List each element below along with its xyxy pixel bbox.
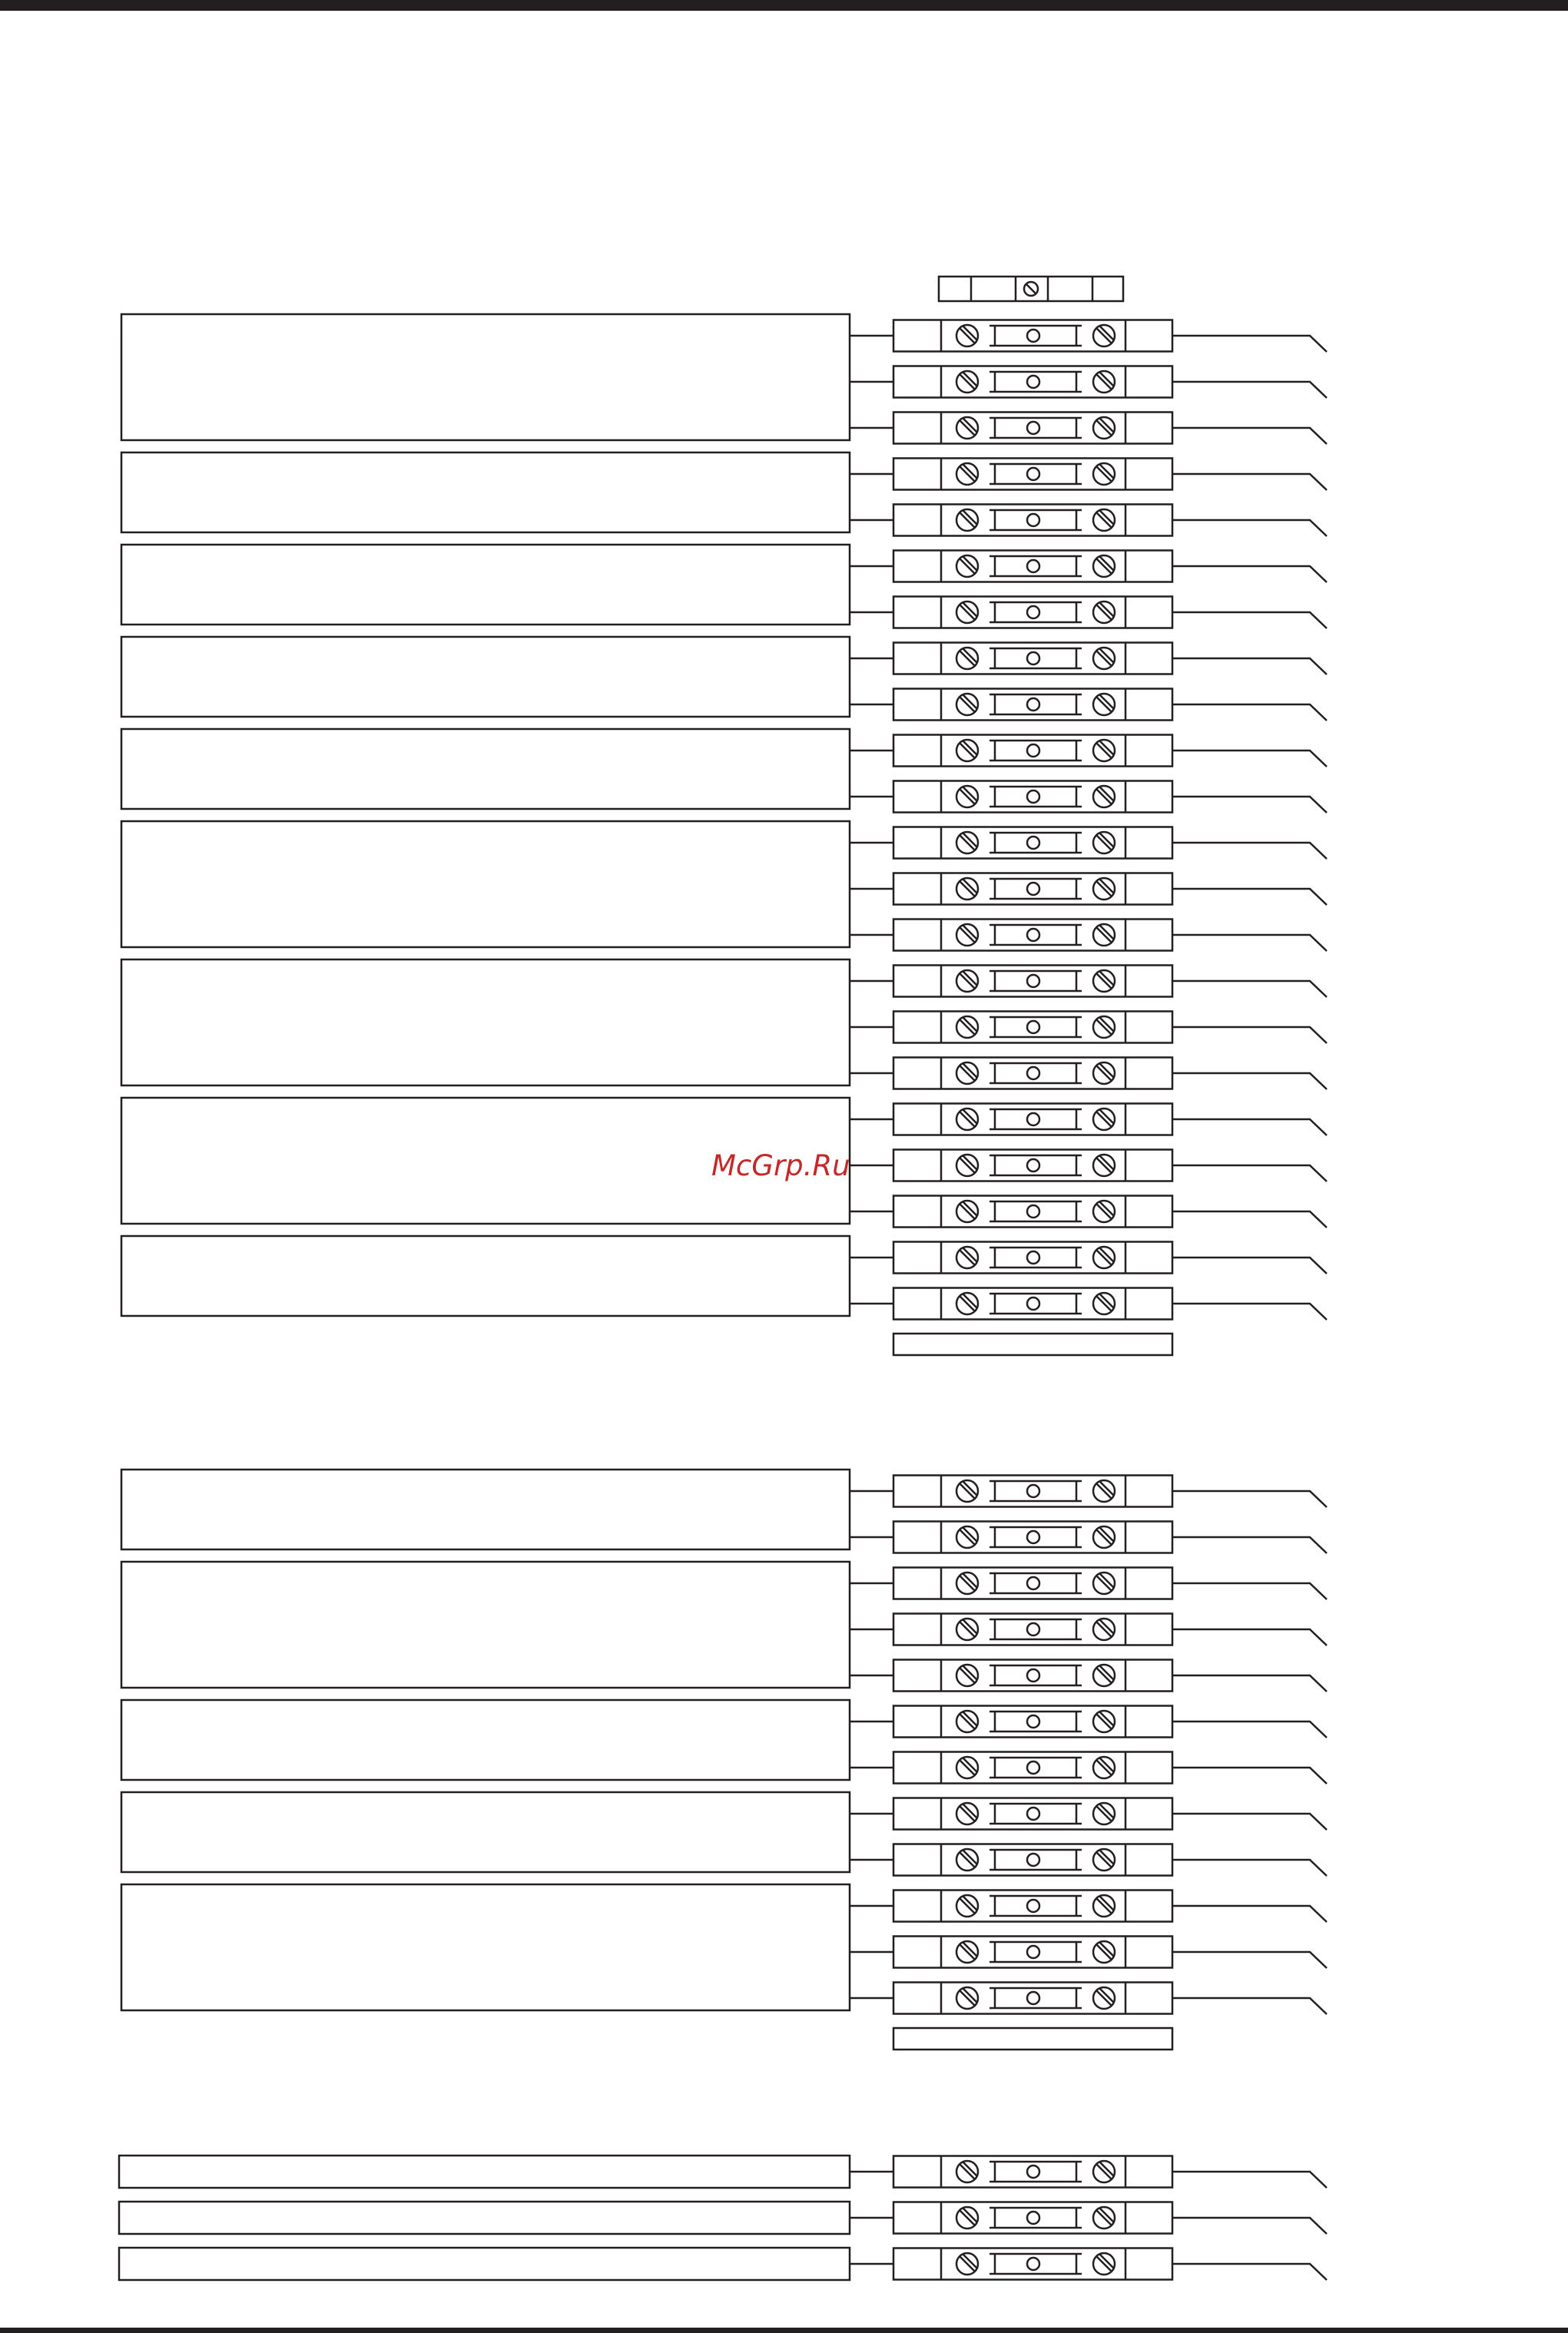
screw-terminal xyxy=(893,597,1327,629)
output-wire xyxy=(1172,382,1327,398)
center-hole xyxy=(1027,1900,1039,1912)
screw-icon xyxy=(956,878,978,900)
label-block xyxy=(121,1470,893,1549)
label-box xyxy=(121,314,850,440)
clamp-bracket xyxy=(990,2208,1082,2228)
screw-icon xyxy=(956,694,978,715)
center-hole xyxy=(1027,744,1039,757)
output-wire xyxy=(1172,1027,1327,1043)
screw-icon xyxy=(956,325,978,346)
screw-terminal xyxy=(893,413,1327,445)
center-hole xyxy=(1027,2258,1039,2270)
center-hole xyxy=(1027,1669,1039,1682)
clamp-bracket xyxy=(990,2162,1082,2182)
center-hole xyxy=(1027,1159,1039,1171)
label-box xyxy=(121,1700,850,1780)
output-wire xyxy=(1172,612,1327,628)
screw-terminal xyxy=(893,320,1327,353)
screw-terminal xyxy=(893,1798,1327,1831)
label-box xyxy=(121,1470,850,1549)
screw-icon xyxy=(956,463,978,485)
screw-terminal xyxy=(893,827,1327,860)
center-hole xyxy=(1027,1251,1039,1264)
label-block xyxy=(119,2202,893,2234)
clamp-bracket xyxy=(990,326,1082,346)
page-bottom-border xyxy=(0,2328,1568,2333)
label-box xyxy=(121,821,850,947)
screw-terminal xyxy=(893,1752,1327,1785)
clamp-bracket xyxy=(990,1619,1082,1639)
screw-terminal xyxy=(893,1242,1327,1274)
screw-terminal xyxy=(893,689,1327,721)
center-hole xyxy=(1027,1808,1039,1820)
screw-icon xyxy=(1093,786,1115,807)
screw-terminal xyxy=(893,1660,1327,1692)
label-block xyxy=(121,959,893,1085)
end-stop-plate xyxy=(893,1334,1172,1355)
output-wire xyxy=(1172,1998,1327,2014)
clamp-bracket xyxy=(990,1804,1082,1824)
screw-terminal xyxy=(893,1568,1327,1600)
clamp-bracket xyxy=(990,1712,1082,1732)
center-hole xyxy=(1027,1485,1039,1497)
screw-icon xyxy=(956,924,978,946)
center-hole xyxy=(1027,1297,1039,1310)
clamp-bracket xyxy=(990,1201,1082,1221)
screw-icon xyxy=(956,1757,978,1778)
center-hole xyxy=(1027,652,1039,664)
center-hole xyxy=(1027,560,1039,572)
clamp-bracket xyxy=(990,1063,1082,1083)
screw-icon xyxy=(956,2253,978,2275)
screw-terminal xyxy=(893,1522,1327,1554)
end-stop-plate xyxy=(893,2028,1172,2050)
label-box xyxy=(121,1792,850,1872)
label-block xyxy=(121,314,893,440)
clamp-bracket xyxy=(990,971,1082,991)
screw-icon xyxy=(956,1062,978,1084)
output-wire xyxy=(1172,797,1327,813)
screw-icon xyxy=(956,1895,978,1917)
screw-terminal xyxy=(893,1150,1327,1182)
screw-icon xyxy=(956,1711,978,1732)
clamp-bracket xyxy=(990,1248,1082,1268)
screw-terminal xyxy=(893,873,1327,906)
screw-icon xyxy=(956,1849,978,1871)
screw-icon xyxy=(1093,2207,1115,2229)
screw-icon xyxy=(956,1665,978,1686)
group-upper xyxy=(121,314,1327,1355)
screw-icon xyxy=(956,2207,978,2229)
output-wire xyxy=(1172,889,1327,905)
output-wire xyxy=(1172,1906,1327,1922)
clamp-bracket xyxy=(990,1481,1082,1501)
screw-terminal xyxy=(893,1983,1327,2015)
screw-icon xyxy=(956,1572,978,1594)
output-wire xyxy=(1172,1952,1327,1968)
clamp-bracket xyxy=(990,879,1082,899)
center-hole xyxy=(1027,1113,1039,1125)
screw-icon xyxy=(956,740,978,761)
label-box xyxy=(121,1236,850,1316)
center-hole xyxy=(1027,2166,1039,2178)
output-wire xyxy=(1172,2172,1327,2188)
screw-icon xyxy=(1093,1062,1115,1084)
label-block xyxy=(121,1562,893,1688)
output-wire xyxy=(1172,1165,1327,1181)
output-wire xyxy=(1172,1583,1327,1599)
screw-icon xyxy=(1093,1526,1115,1548)
screw-icon xyxy=(1093,509,1115,531)
screw-terminal xyxy=(893,781,1327,814)
output-wire xyxy=(1172,1258,1327,1274)
screw-icon xyxy=(1093,1247,1115,1268)
screw-icon xyxy=(1093,1941,1115,1963)
label-block xyxy=(121,1236,893,1316)
output-wire xyxy=(1172,1211,1327,1228)
screw-icon xyxy=(1093,1987,1115,2009)
screw-icon xyxy=(956,1155,978,1176)
clamp-bracket xyxy=(990,1896,1082,1916)
screw-icon xyxy=(956,970,978,992)
screw-terminal xyxy=(893,1706,1327,1738)
screw-icon xyxy=(956,1109,978,1130)
screw-terminal xyxy=(893,505,1327,537)
output-wire xyxy=(1172,520,1327,536)
label-box xyxy=(121,452,850,532)
center-hole xyxy=(1027,1577,1039,1589)
center-hole xyxy=(1027,1854,1039,1866)
output-wire xyxy=(1172,336,1327,352)
label-block xyxy=(121,821,893,947)
label-block xyxy=(121,729,893,809)
clamp-bracket xyxy=(990,418,1082,438)
screw-icon xyxy=(1093,2253,1115,2275)
clamp-bracket xyxy=(990,556,1082,576)
center-hole xyxy=(1027,790,1039,803)
center-hole xyxy=(1027,468,1039,480)
screw-icon xyxy=(956,648,978,669)
output-wire xyxy=(1172,1629,1327,1645)
screw-icon xyxy=(1093,1803,1115,1824)
output-wire xyxy=(1172,1304,1327,1320)
page-top-border xyxy=(0,0,1568,11)
screw-icon xyxy=(1093,601,1115,623)
label-box xyxy=(121,545,850,625)
clamp-bracket xyxy=(990,1017,1082,1037)
screw-terminal xyxy=(893,1476,1327,1508)
screw-icon xyxy=(1093,832,1115,853)
clamp-bracket xyxy=(990,1109,1082,1129)
screw-icon xyxy=(956,832,978,853)
center-hole xyxy=(1027,1623,1039,1635)
screw-icon xyxy=(1093,1895,1115,1917)
output-wire xyxy=(1172,658,1327,674)
screw-icon xyxy=(956,417,978,439)
clamp-bracket xyxy=(990,372,1082,392)
clamp-bracket xyxy=(990,925,1082,945)
screw-icon xyxy=(1093,1572,1115,1594)
output-wire xyxy=(1172,1675,1327,1692)
label-block xyxy=(121,637,893,717)
screw-icon xyxy=(1093,1480,1115,1502)
clamp-bracket xyxy=(990,1988,1082,2008)
screw-terminal xyxy=(893,920,1327,952)
clamp-bracket xyxy=(990,741,1082,761)
terminal-end-bracket xyxy=(939,277,1123,301)
output-wire xyxy=(1172,751,1327,767)
screw-terminal xyxy=(893,551,1327,583)
label-block xyxy=(119,2248,893,2280)
screw-icon xyxy=(1093,1155,1115,1176)
screw-icon xyxy=(956,1480,978,1502)
center-hole xyxy=(1027,837,1039,849)
label-block xyxy=(121,545,893,625)
center-hole xyxy=(1027,514,1039,526)
screw-icon xyxy=(956,1201,978,1222)
screw-icon xyxy=(956,1293,978,1314)
screw-terminal xyxy=(893,459,1327,491)
screw-terminal xyxy=(893,1891,1327,1923)
screw-icon xyxy=(956,2161,978,2182)
screw-icon xyxy=(1093,1201,1115,1222)
screw-icon xyxy=(1093,371,1115,393)
clamp-bracket xyxy=(990,1527,1082,1547)
screw-terminal xyxy=(893,966,1327,998)
output-wire xyxy=(1172,704,1327,721)
screw-icon xyxy=(956,1803,978,1824)
screw-terminal xyxy=(893,2202,1327,2235)
center-hole xyxy=(1027,330,1039,342)
center-hole xyxy=(1027,422,1039,434)
screw-terminal xyxy=(893,1196,1327,1228)
output-wire xyxy=(1172,935,1327,951)
screw-terminal xyxy=(893,1104,1327,1136)
screw-icon xyxy=(1093,648,1115,669)
output-wire xyxy=(1172,2264,1327,2280)
screw-icon xyxy=(1093,878,1115,900)
output-wire xyxy=(1172,428,1327,444)
output-wire xyxy=(1172,1814,1327,1830)
label-box xyxy=(121,1884,850,2010)
output-wire xyxy=(1172,1119,1327,1135)
screw-terminal xyxy=(893,1614,1327,1646)
clamp-bracket xyxy=(990,464,1082,484)
screw-icon xyxy=(1093,970,1115,992)
clamp-bracket xyxy=(990,2254,1082,2274)
screw-icon xyxy=(1093,1293,1115,1314)
screw-icon xyxy=(1093,1016,1115,1038)
label-box xyxy=(119,2202,850,2234)
label-block xyxy=(119,2156,893,2188)
screw-icon xyxy=(956,1247,978,1268)
clamp-bracket xyxy=(990,510,1082,530)
screw-icon xyxy=(1093,1849,1115,1871)
screw-icon xyxy=(1093,740,1115,761)
clamp-bracket xyxy=(990,1850,1082,1870)
output-wire xyxy=(1172,1491,1327,1507)
center-hole xyxy=(1027,698,1039,711)
output-wire xyxy=(1172,474,1327,490)
center-hole xyxy=(1027,1715,1039,1728)
center-hole xyxy=(1027,1205,1039,1218)
group-middle xyxy=(121,1470,1327,2050)
center-hole xyxy=(1027,929,1039,941)
center-hole xyxy=(1027,975,1039,987)
screw-icon xyxy=(1093,1109,1115,1130)
clamp-bracket xyxy=(990,1942,1082,1962)
screw-terminal xyxy=(893,1012,1327,1044)
screw-icon xyxy=(956,555,978,577)
label-block xyxy=(121,1700,893,1780)
center-hole xyxy=(1027,883,1039,895)
center-hole xyxy=(1027,1946,1039,1958)
screw-icon xyxy=(956,1987,978,2009)
watermark-text: McGrp.Ru xyxy=(711,1149,850,1182)
screw-terminal xyxy=(893,1058,1327,1090)
label-box xyxy=(119,2156,850,2188)
screw-terminal xyxy=(893,1844,1327,1877)
group-lower xyxy=(119,2156,1327,2280)
screw-icon xyxy=(1093,1711,1115,1732)
screw-icon xyxy=(956,1941,978,1963)
screw-icon xyxy=(1093,1665,1115,1686)
screw-icon xyxy=(1093,2161,1115,2182)
screw-icon xyxy=(1093,463,1115,485)
output-wire xyxy=(1172,1537,1327,1553)
screw-terminal xyxy=(893,1288,1327,1321)
clamp-bracket xyxy=(990,1665,1082,1685)
label-box xyxy=(121,959,850,1085)
screw-terminal xyxy=(893,2248,1327,2281)
label-box xyxy=(121,729,850,809)
clamp-bracket xyxy=(990,648,1082,668)
center-hole xyxy=(1027,376,1039,388)
clamp-bracket xyxy=(990,1573,1082,1593)
screw-icon xyxy=(1093,1757,1115,1778)
center-hole xyxy=(1027,2212,1039,2224)
screw-terminal xyxy=(893,643,1327,675)
center-hole xyxy=(1027,1992,1039,2004)
screw-terminal xyxy=(893,735,1327,767)
center-hole xyxy=(1027,1067,1039,1079)
screw-terminal xyxy=(893,366,1327,399)
screw-terminal xyxy=(893,2156,1327,2189)
screw-icon xyxy=(1093,325,1115,346)
label-box xyxy=(119,2248,850,2280)
screw-icon xyxy=(956,786,978,807)
output-wire xyxy=(1172,2218,1327,2234)
clamp-bracket xyxy=(990,833,1082,853)
label-block xyxy=(121,452,893,532)
screw-icon xyxy=(956,1016,978,1038)
output-wire xyxy=(1172,981,1327,997)
center-hole xyxy=(1027,1531,1039,1543)
screw-icon xyxy=(956,371,978,393)
screw-icon xyxy=(1093,924,1115,946)
clamp-bracket xyxy=(990,1294,1082,1314)
screw-icon xyxy=(956,1526,978,1548)
output-wire xyxy=(1172,566,1327,582)
output-wire xyxy=(1172,1073,1327,1089)
output-wire xyxy=(1172,1722,1327,1738)
screw-icon xyxy=(956,601,978,623)
screw-icon xyxy=(1093,694,1115,715)
output-wire xyxy=(1172,1768,1327,1784)
center-hole xyxy=(1027,1761,1039,1774)
screw-icon xyxy=(1093,555,1115,577)
screw-icon xyxy=(1093,417,1115,439)
output-wire xyxy=(1172,1860,1327,1876)
screw-icon xyxy=(956,509,978,531)
label-box xyxy=(121,1562,850,1688)
clamp-bracket xyxy=(990,787,1082,807)
output-wire xyxy=(1172,843,1327,859)
screw-terminal xyxy=(893,1937,1327,1969)
clamp-bracket xyxy=(990,602,1082,622)
label-block xyxy=(121,1792,893,1872)
clamp-bracket xyxy=(990,694,1082,714)
label-block xyxy=(121,1884,893,2010)
clamp-bracket xyxy=(990,1758,1082,1778)
screw-icon xyxy=(956,1619,978,1640)
center-hole xyxy=(1027,606,1039,618)
clamp-bracket xyxy=(990,1155,1082,1175)
label-box xyxy=(121,637,850,717)
screw-icon xyxy=(1093,1619,1115,1640)
center-hole xyxy=(1027,1021,1039,1033)
